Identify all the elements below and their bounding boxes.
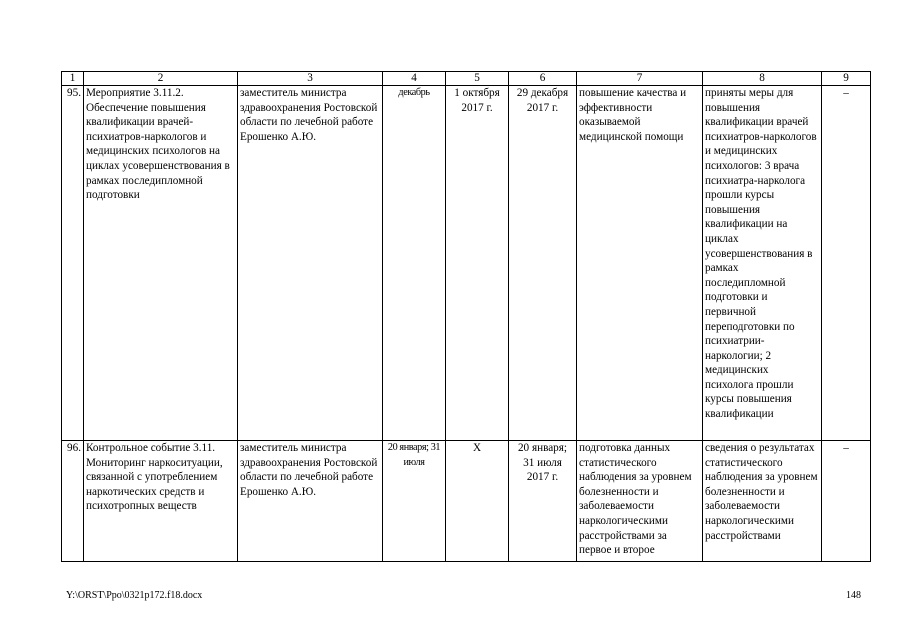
- column-number: 4: [383, 72, 446, 86]
- column-number: 1: [62, 72, 84, 86]
- column-number: 8: [703, 72, 822, 86]
- actual-result: приняты меры для повышения квалификации врачей психиатров-наркологов и медицинских психологов: 3 врача психиатра-нарколога прошли курсы повышения квалификации на циклах усовершенствования в рамках последипломной подготовки и первичной переподготовки по психиатрии-наркологии; 2 медицинских психолога прошли курсы повышения квалификации: [703, 86, 822, 441]
- end-date: 29 декабря 2017 г.: [509, 86, 577, 441]
- responsible-person: заместитель министра здравоохранения Ростовской области по лечебной работе Ерошенко А.Ю.: [238, 86, 383, 441]
- table-row: [62, 86, 871, 441]
- start-date: 1 октября 2017 г.: [446, 86, 509, 441]
- expected-result: повышение качества и эффективности оказываемой медицинской помощи: [577, 86, 703, 441]
- column-number: 3: [238, 72, 383, 86]
- end-date: 20 января; 31 июля 2017 г.: [509, 441, 577, 562]
- column-number: 7: [577, 72, 703, 86]
- planned-date: декабрь: [383, 86, 446, 441]
- event-name: Мероприятие 3.11.2. Обеспечение повышения квалификации врачей-психиатров-наркологов и медицинских психологов на циклах усовершенствования в рамках последипломной подготовки: [84, 86, 238, 441]
- column-number-row: [62, 72, 871, 86]
- expected-result: подготовка данных статистического наблюдения за уровнем болезненности и заболеваемости наркологическими расстройствами за первое и второе: [577, 441, 703, 562]
- responsible-person: заместитель министра здравоохранения Ростовской области по лечебной работе Ерошенко А.Ю.: [238, 441, 383, 562]
- row-number: 95.: [62, 86, 84, 441]
- column-number: 2: [84, 72, 238, 86]
- file-path: Y:\ORST\Ppo\0321p172.f18.docx: [66, 590, 203, 601]
- start-date: Х: [446, 441, 509, 562]
- row-number: 96.: [62, 441, 84, 562]
- event-name: Контрольное событие 3.11. Мониторинг наркоситуации, связанной с употреблением наркотических средств и психотропных веществ: [84, 441, 238, 562]
- column-number: 5: [446, 72, 509, 86]
- report-table: [61, 71, 871, 562]
- actual-result: сведения о результатах статистического наблюдения за уровнем болезненности и заболеваемости наркологическими расстройствами: [703, 441, 822, 562]
- page-number: 148: [846, 590, 861, 601]
- notes: –: [822, 441, 871, 562]
- table-row: [62, 441, 871, 562]
- column-number: 6: [509, 72, 577, 86]
- column-number: 9: [822, 72, 871, 86]
- planned-date: 20 января; 31 июля: [383, 441, 446, 562]
- notes: –: [822, 86, 871, 441]
